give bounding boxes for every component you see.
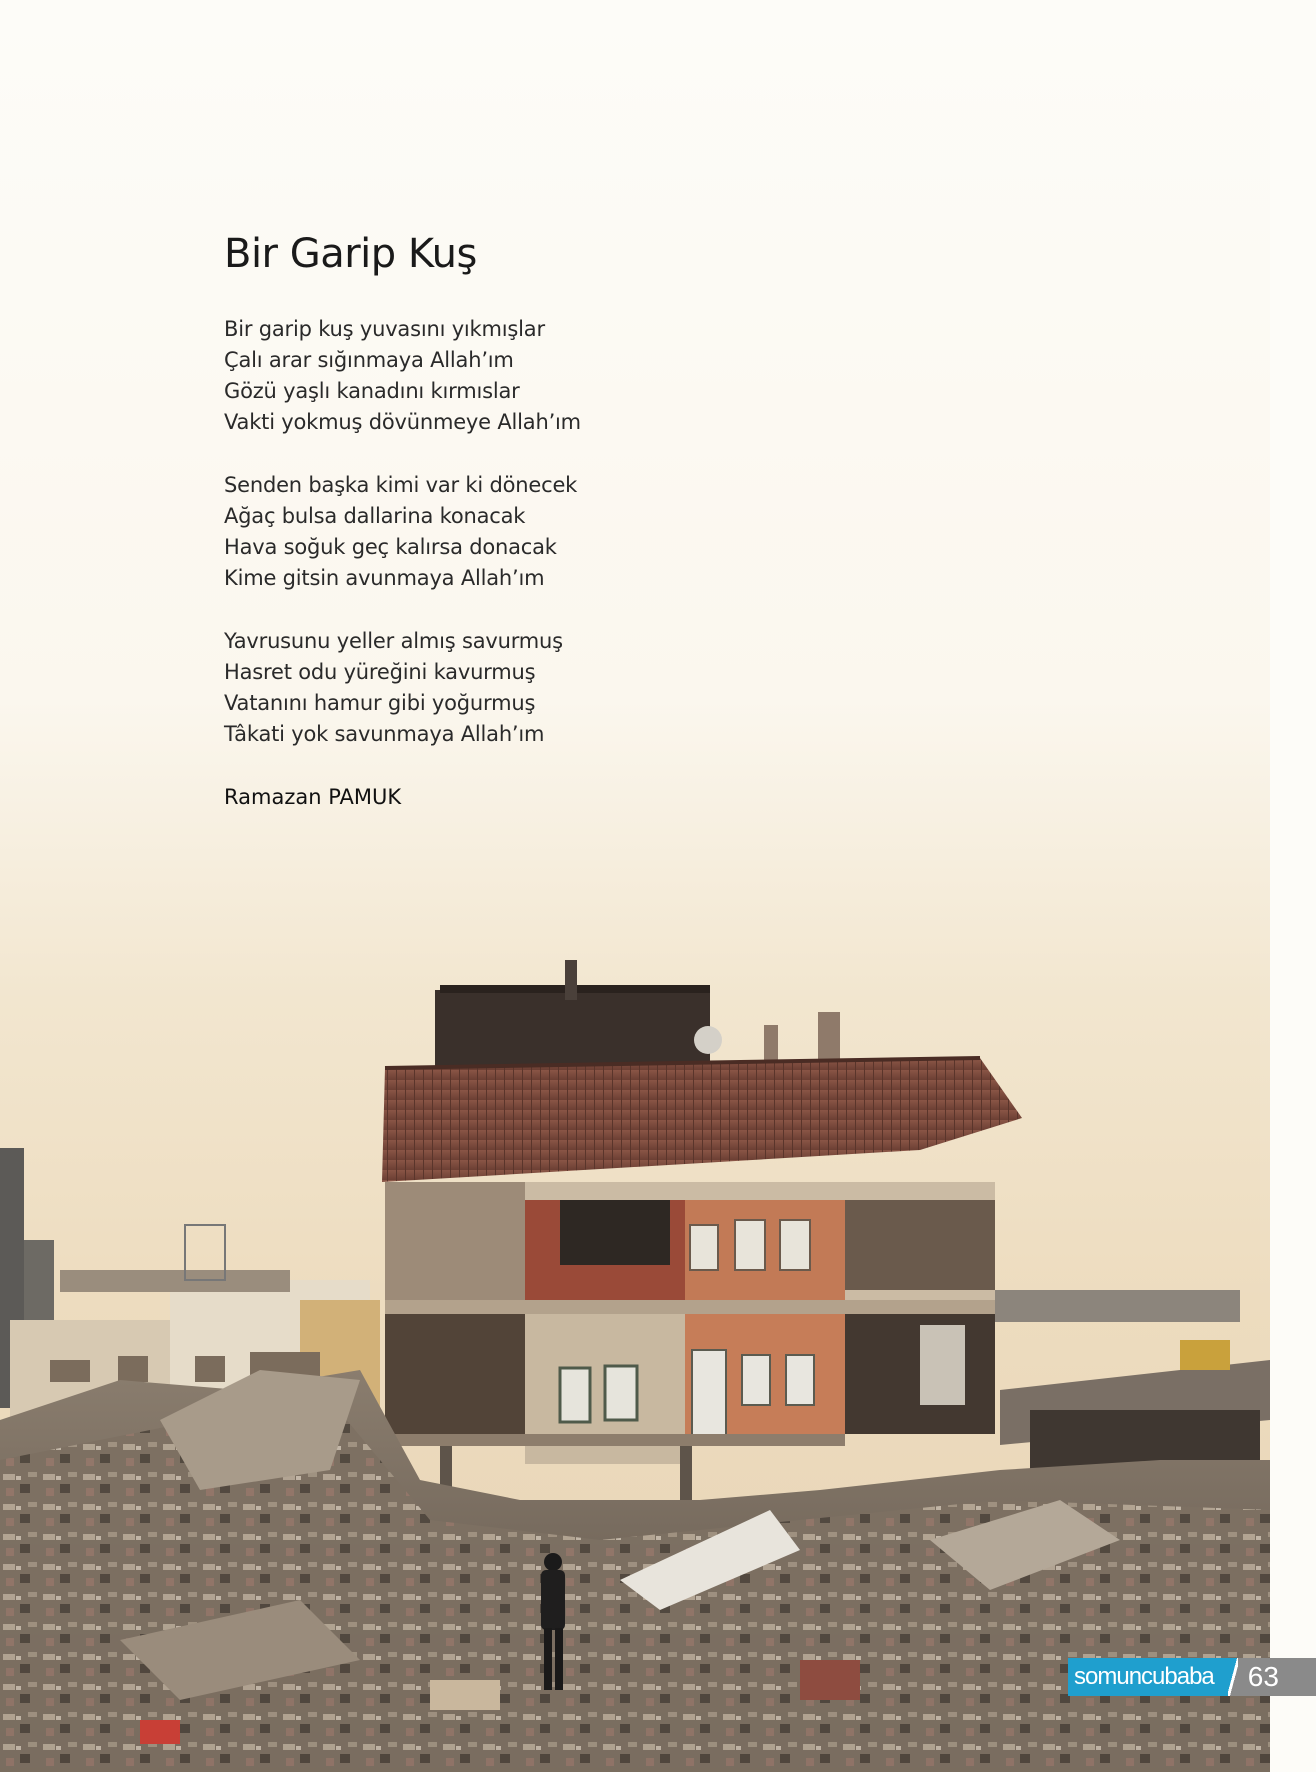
- page-footer-badge: [1068, 1658, 1316, 1696]
- poem-line: Bir garip kuş yuvasını yıkmışlar: [224, 317, 545, 341]
- poem-line: Senden başka kimi var ki dönecek: [224, 473, 578, 497]
- damaged-house: [382, 960, 1022, 1526]
- poem-line: Vakti yokmuş dövünmeye Allah’ım: [224, 410, 581, 434]
- poem-line: Hava soğuk geç kalırsa donacak: [224, 535, 557, 559]
- stanza-2: [224, 470, 824, 594]
- stanza-1: [224, 314, 824, 438]
- poem-author: Ramazan PAMUK: [224, 785, 402, 809]
- poem-line: Tâkati yok savunmaya Allah’ım: [224, 722, 545, 746]
- poem-line: Gözü yaşlı kanadını kırmıslar: [224, 379, 520, 403]
- poem-line: Yavrusunu yeller almış savurmuş: [224, 629, 563, 653]
- magazine-brand: somuncubaba: [1068, 1658, 1228, 1696]
- poem-block: [224, 230, 824, 813]
- page-number: 63: [1238, 1658, 1316, 1696]
- poem-line: Kime gitsin avunmaya Allah’ım: [224, 566, 545, 590]
- brand-divider: [1228, 1658, 1238, 1696]
- poem-line: Hasret odu yüreğini kavurmuş: [224, 660, 536, 684]
- poem-line: Ağaç bulsa dallarina konacak: [224, 504, 526, 528]
- earthquake-ruins-photo: [0, 900, 1270, 1772]
- stanza-3: [224, 626, 824, 750]
- poem-line: Çalı arar sığınmaya Allah’ım: [224, 348, 514, 372]
- poem-line: Vatanını hamur gibi yoğurmuş: [224, 691, 536, 715]
- poem-title: Bir Garip Kuş: [224, 231, 477, 277]
